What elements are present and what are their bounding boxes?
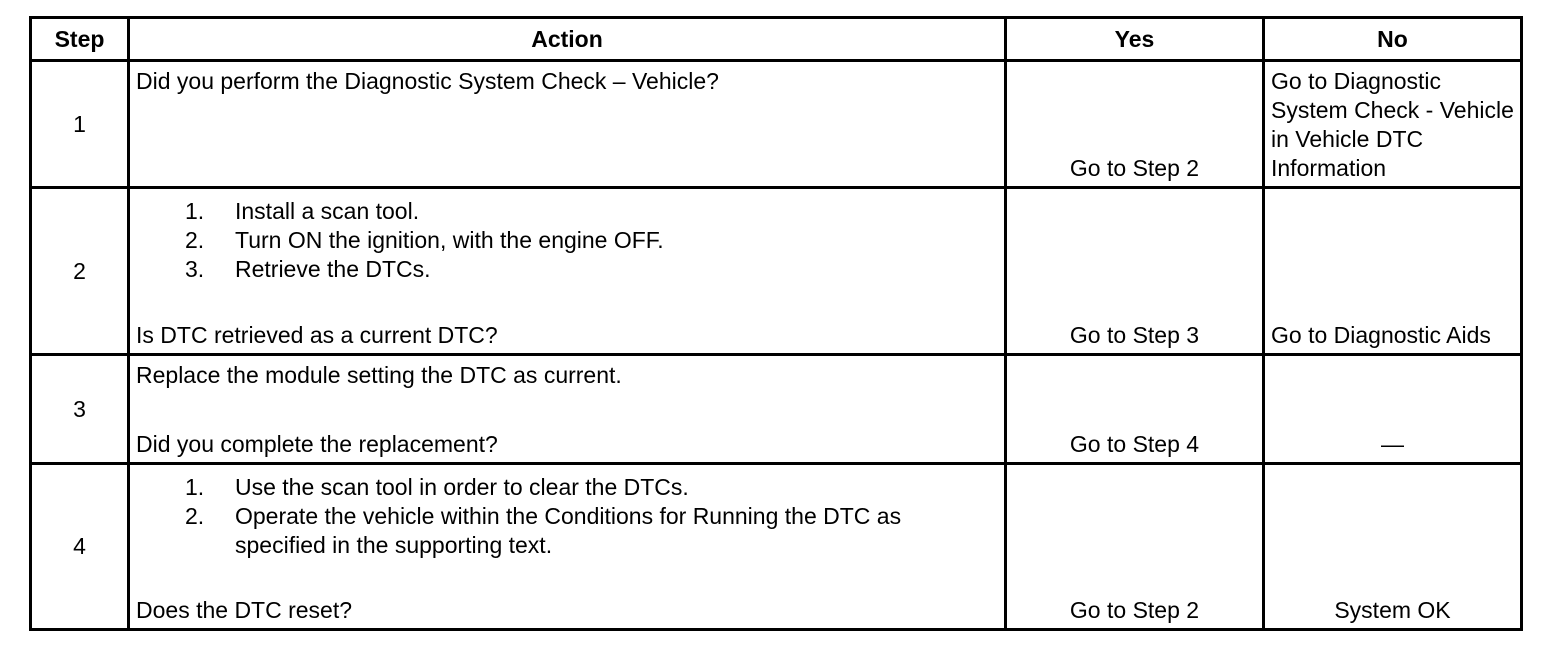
- list-text: Retrieve the DTCs.: [235, 256, 431, 282]
- step-number: 3: [31, 355, 129, 464]
- yes-text: Go to Step 3: [1069, 322, 1200, 348]
- list-text: Use the scan tool in order to clear the DTCs.: [235, 474, 689, 500]
- list-number: 1.: [185, 198, 205, 224]
- action-cell: [129, 355, 1006, 464]
- header-yes: Yes: [1006, 18, 1264, 61]
- list-item: [130, 226, 995, 255]
- list-text: Turn ON the ignition, with the engine OFF.: [235, 227, 664, 253]
- action-cell: [129, 188, 1006, 355]
- yes-text: Go to Step 2: [1069, 597, 1200, 623]
- step-number: 1: [31, 61, 129, 188]
- list-number: 2.: [185, 227, 205, 253]
- question-text: Does the DTC reset?: [136, 597, 353, 623]
- header-no: No: [1264, 18, 1522, 61]
- step-number: 2: [31, 188, 129, 355]
- list-text: Operate the vehicle within the Conditions for Running the DTC as specified in the supporting text.: [235, 503, 902, 558]
- instruction-list: [130, 197, 995, 284]
- diagnostic-table: [29, 16, 1523, 631]
- list-item: [130, 473, 995, 502]
- yes-cell: [1006, 61, 1264, 188]
- no-cell: [1264, 464, 1522, 630]
- step-number: 4: [31, 464, 129, 630]
- table-row: [31, 61, 1522, 188]
- header-row: [31, 18, 1522, 61]
- header-action: Action: [129, 18, 1006, 61]
- yes-cell: [1006, 355, 1264, 464]
- list-item: [130, 197, 995, 226]
- action-cell: [129, 464, 1006, 630]
- instruction-list: [130, 473, 995, 560]
- yes-cell: [1006, 188, 1264, 355]
- no-cell: [1264, 355, 1522, 464]
- table-row: [31, 464, 1522, 630]
- list-number: 3.: [185, 256, 205, 282]
- yes-text: Go to Step 2: [1069, 155, 1200, 181]
- no-text: System OK: [1334, 597, 1451, 623]
- list-text: Install a scan tool.: [235, 198, 420, 224]
- yes-text: Go to Step 4: [1069, 431, 1200, 457]
- action-cell: [129, 61, 1006, 188]
- table-row: [31, 188, 1522, 355]
- action-text: Replace the module setting the DTC as current.: [136, 362, 622, 388]
- header-step: Step: [31, 18, 129, 61]
- list-number: 2.: [185, 503, 205, 529]
- table-row: [31, 355, 1522, 464]
- no-text: Go to Diagnostic System Check - Vehicle in Vehicle DTC Information: [1271, 68, 1514, 181]
- no-cell: [1264, 61, 1522, 188]
- question-text: Is DTC retrieved as a current DTC?: [136, 322, 498, 348]
- yes-cell: [1006, 464, 1264, 630]
- action-text: Did you perform the Diagnostic System Check – Vehicle?: [136, 68, 719, 94]
- list-item: [130, 255, 995, 284]
- no-cell: [1264, 188, 1522, 355]
- no-text: —: [1381, 431, 1404, 457]
- question-text: Did you complete the replacement?: [136, 431, 498, 457]
- no-text: Go to Diagnostic Aids: [1271, 322, 1491, 348]
- list-number: 1.: [185, 474, 205, 500]
- list-item: [130, 502, 995, 560]
